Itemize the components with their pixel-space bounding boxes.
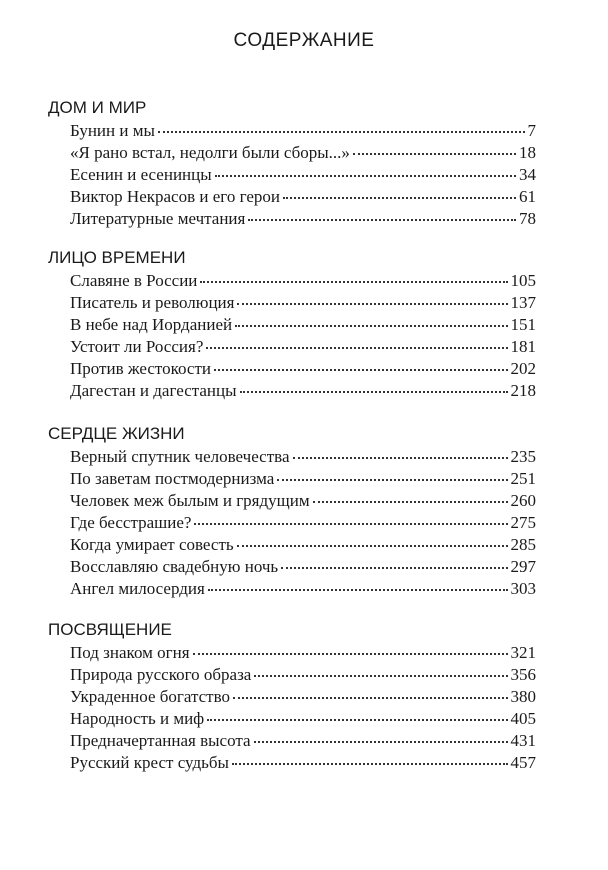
toc-section-posvyashchenie (48, 620, 536, 774)
toc-entry (70, 314, 536, 336)
toc-entry (70, 270, 536, 292)
entry-page: 137 (510, 293, 536, 312)
toc-entry (70, 358, 536, 380)
dot-leader (200, 281, 507, 283)
entry-title: Под знаком огня (70, 643, 190, 662)
entry-title: Верный спутник человечества (70, 447, 290, 466)
entry-title: Дагестан и дагестанцы (70, 381, 237, 400)
entry-title: Русский крест судьбы (70, 753, 229, 772)
toc-entry (70, 186, 536, 208)
entry-page: 151 (510, 315, 536, 334)
entry-page: 78 (519, 209, 536, 228)
toc-entry (70, 752, 536, 774)
entry-page: 251 (510, 469, 536, 488)
entry-title: Украденное богатство (70, 687, 230, 706)
entry-page: 7 (527, 121, 536, 140)
section-heading: СЕРДЦЕ ЖИЗНИ (48, 424, 185, 443)
entry-page: 181 (510, 337, 536, 356)
dot-leader (194, 523, 507, 525)
entry-title: В небе над Иорданией (70, 315, 233, 334)
entry-title: Есенин и есенинцы (70, 165, 212, 184)
toc-section-serdtse-zhizni (48, 424, 536, 600)
section-heading: ЛИЦО ВРЕМЕНИ (48, 248, 186, 267)
entry-title: Устоит ли Россия? (70, 337, 204, 356)
entry-title: Природа русского образа (70, 665, 252, 684)
dot-leader (235, 325, 507, 327)
entry-page: 218 (510, 381, 536, 400)
dot-leader (281, 567, 507, 569)
entry-page: 260 (510, 491, 536, 510)
toc-entry (70, 208, 536, 230)
entry-title: Человек меж былым и грядущим (70, 491, 310, 510)
dot-leader (237, 545, 508, 547)
entry-page: 34 (519, 165, 536, 184)
toc-entry (70, 578, 536, 600)
toc-entry (70, 686, 536, 708)
toc-entry (70, 642, 536, 664)
entry-page: 431 (510, 731, 536, 750)
page-title: СОДЕРЖАНИЕ (233, 30, 375, 51)
toc-entry (70, 292, 536, 314)
entry-page: 18 (519, 143, 536, 162)
toc-section-litso-vremeni (48, 248, 536, 402)
entry-page: 303 (510, 579, 536, 598)
toc-entry (70, 730, 536, 752)
dot-leader (277, 479, 507, 481)
entry-title: Когда умирает совесть (70, 535, 234, 554)
entry-title: Литературные мечтания (70, 209, 246, 228)
entry-page: 61 (519, 187, 536, 206)
dot-leader (215, 175, 516, 177)
entry-page: 235 (510, 447, 536, 466)
toc-entry (70, 468, 536, 490)
section-heading: ПОСВЯЩЕНИЕ (48, 620, 172, 639)
dot-leader (283, 197, 516, 199)
toc-entry (70, 534, 536, 556)
entry-page: 275 (510, 513, 536, 532)
entry-page: 457 (510, 753, 536, 772)
section-heading: ДОМ И МИР (48, 98, 147, 117)
dot-leader (254, 675, 507, 677)
toc-entry (70, 556, 536, 578)
toc-entry (70, 664, 536, 686)
toc-entry (70, 336, 536, 358)
dot-leader (158, 131, 525, 133)
entry-page: 356 (510, 665, 536, 684)
dot-leader (237, 303, 507, 305)
toc-entry (70, 490, 536, 512)
entry-page: 202 (510, 359, 536, 378)
dot-leader (208, 589, 508, 591)
toc-entry (70, 446, 536, 468)
dot-leader (193, 653, 508, 655)
dot-leader (240, 391, 508, 393)
entry-page: 105 (510, 271, 536, 290)
toc-entry (70, 512, 536, 534)
entry-page: 297 (510, 557, 536, 576)
dot-leader (353, 153, 516, 155)
toc-entry (70, 142, 536, 164)
entry-title: «Я рано встал, недолги были сборы...» (70, 143, 350, 162)
entry-title: Бунин и мы (70, 121, 155, 140)
entry-title: Славяне в России (70, 271, 198, 290)
dot-leader (207, 719, 507, 721)
toc-entry (70, 120, 536, 142)
entry-title: Против жестокости (70, 359, 211, 378)
toc-entry (70, 164, 536, 186)
dot-leader (233, 697, 508, 699)
dot-leader (254, 741, 508, 743)
dot-leader (206, 347, 507, 349)
entry-page: 380 (510, 687, 536, 706)
entry-title: По заветам постмодернизма (70, 469, 275, 488)
entry-title: Ангел милосердия (70, 579, 205, 598)
entry-title: Народность и миф (70, 709, 205, 728)
dot-leader (293, 457, 508, 459)
entry-title: Предначертанная высота (70, 731, 251, 750)
dot-leader (232, 763, 508, 765)
entry-title: Виктор Некрасов и его герои (70, 187, 280, 206)
dot-leader (214, 369, 508, 371)
toc-entry (70, 380, 536, 402)
dot-leader (248, 219, 516, 221)
entry-page: 321 (510, 643, 536, 662)
entry-page: 285 (510, 535, 536, 554)
toc-section-dom-i-mir (48, 98, 536, 230)
toc-entry (70, 708, 536, 730)
entry-title: Где бесстрашие? (70, 513, 192, 532)
entry-title: Писатель и революция (70, 293, 235, 312)
dot-leader (313, 501, 508, 503)
entry-title: Восславляю свадебную ночь (70, 557, 279, 576)
entry-page: 405 (510, 709, 536, 728)
